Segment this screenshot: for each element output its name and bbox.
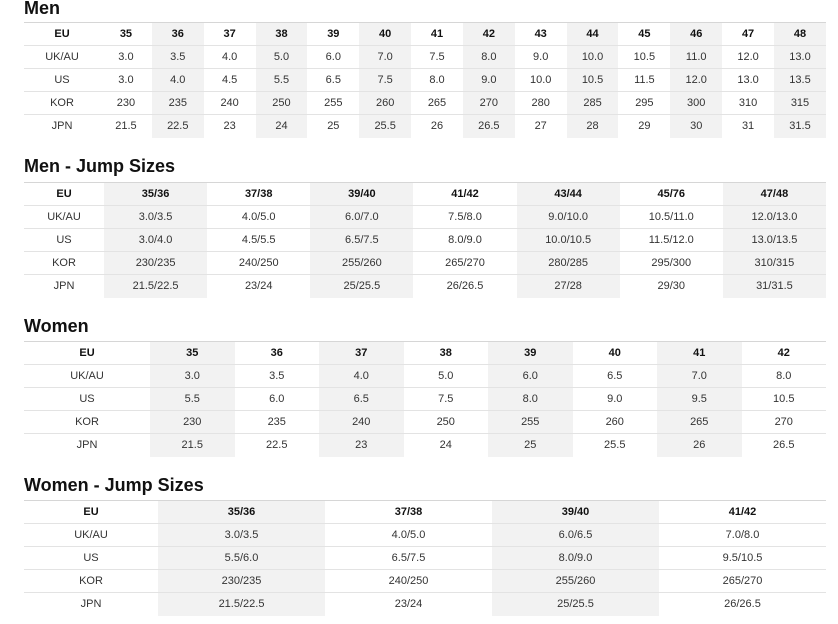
size-cell: 8.0 [463,46,515,69]
size-cell: 260 [359,92,411,115]
size-cell: 3.0/3.5 [158,524,325,547]
size-cell: 4.0/5.0 [325,524,492,547]
size-cell: 26 [411,115,463,138]
men-jump-size-table [24,182,826,298]
size-cell: 7.5 [359,69,411,92]
size-cell: 230 [150,411,235,434]
size-cell: 28 [567,115,619,138]
table-row [24,593,826,616]
size-cell: 9.0 [515,46,567,69]
size-cell: 10.0 [515,69,567,92]
size-cell: 8.0 [488,388,573,411]
eu-size-header: 39/40 [310,183,413,206]
size-cell: 240/250 [325,570,492,593]
size-cell: 4.0 [204,46,256,69]
size-cell: 295 [618,92,670,115]
size-cell: 26.5 [742,434,827,457]
men-jump-section-title: Men - Jump Sizes [24,156,176,176]
size-cell: 280/285 [517,252,620,275]
size-cell: 5.5 [150,388,235,411]
table-row [24,547,826,570]
eu-size-header: 39 [488,342,573,365]
size-cell: 4.0 [319,365,404,388]
size-cell: 230 [100,92,152,115]
table-row [24,524,826,547]
eu-size-header: 41 [657,342,742,365]
size-cell: 6.0/7.0 [310,206,413,229]
header-label-eu: EU [24,342,150,365]
size-cell: 13.0 [722,69,774,92]
row-label: US [24,547,158,570]
size-cell: 25/25.5 [492,593,659,616]
eu-size-header: 43/44 [517,183,620,206]
size-cell: 23 [204,115,256,138]
size-cell: 10.0/10.5 [517,229,620,252]
size-cell: 6.5 [319,388,404,411]
size-cell: 9.0 [463,69,515,92]
header-row [24,183,826,206]
eu-size-header: 38 [404,342,489,365]
size-cell: 3.0/4.0 [104,229,207,252]
eu-size-header: 47/48 [723,183,826,206]
size-cell: 3.0 [100,46,152,69]
header-row [24,501,826,524]
size-cell: 315 [774,92,826,115]
row-label: US [24,388,150,411]
size-cell: 25 [307,115,359,138]
size-cell: 235 [152,92,204,115]
eu-size-header: 44 [567,23,619,46]
size-cell: 13.0/13.5 [723,229,826,252]
row-label: JPN [24,115,100,138]
size-cell: 8.0/9.0 [492,547,659,570]
row-label: US [24,229,104,252]
size-cell: 5.5 [256,69,308,92]
size-cell: 6.0 [307,46,359,69]
size-cell: 4.0/5.0 [207,206,310,229]
size-cell: 5.0 [404,365,489,388]
table-row [24,92,826,115]
women-jump-section-title: Women - Jump Sizes [24,475,204,495]
size-cell: 8.0 [742,365,827,388]
eu-size-header: 35/36 [158,501,325,524]
size-cell: 26 [657,434,742,457]
size-cell: 295/300 [620,252,723,275]
size-cell: 265 [657,411,742,434]
size-cell: 31/31.5 [723,275,826,298]
row-label: JPN [24,593,158,616]
size-cell: 6.5 [307,69,359,92]
size-cell: 24 [256,115,308,138]
table-row [24,115,826,138]
eu-size-header: 39 [307,23,359,46]
size-cell: 9.5/10.5 [659,547,826,570]
row-label: JPN [24,275,104,298]
size-cell: 240 [319,411,404,434]
size-cell: 4.0 [152,69,204,92]
eu-size-header: 43 [515,23,567,46]
size-cell: 13.0 [774,46,826,69]
table-row [24,570,826,593]
women-jump-size-table [24,500,826,616]
eu-size-header: 41 [411,23,463,46]
size-cell: 26.5 [463,115,515,138]
eu-size-header: 37/38 [207,183,310,206]
size-cell: 23/24 [325,593,492,616]
row-label: KOR [24,92,100,115]
size-cell: 27 [515,115,567,138]
size-cell: 6.0 [235,388,320,411]
size-cell: 26/26.5 [659,593,826,616]
header-label-eu: EU [24,183,104,206]
size-cell: 25/25.5 [310,275,413,298]
eu-size-header: 35 [100,23,152,46]
size-cell: 4.5/5.5 [207,229,310,252]
size-cell: 7.5 [404,388,489,411]
size-cell: 25 [488,434,573,457]
size-cell: 10.5/11.0 [620,206,723,229]
men-size-table [24,22,826,138]
eu-size-header: 47 [722,23,774,46]
size-cell: 29 [618,115,670,138]
size-cell: 7.5/8.0 [413,206,516,229]
size-cell: 7.0 [657,365,742,388]
size-cell: 6.0/6.5 [492,524,659,547]
size-cell: 21.5 [100,115,152,138]
size-cell: 11.5 [618,69,670,92]
eu-size-header: 40 [359,23,411,46]
size-cell: 10.5 [618,46,670,69]
size-cell: 13.5 [774,69,826,92]
eu-size-header: 35 [150,342,235,365]
size-cell: 4.5 [204,69,256,92]
eu-size-header: 36 [235,342,320,365]
table-row [24,434,826,457]
row-label: KOR [24,411,150,434]
size-cell: 12.0 [722,46,774,69]
size-cell: 8.0/9.0 [413,229,516,252]
eu-size-header: 37 [204,23,256,46]
table-row [24,388,826,411]
size-cell: 230/235 [158,570,325,593]
size-cell: 5.5/6.0 [158,547,325,570]
size-cell: 265/270 [659,570,826,593]
size-cell: 26/26.5 [413,275,516,298]
size-cell: 7.5 [411,46,463,69]
eu-size-header: 48 [774,23,826,46]
size-cell: 27/28 [517,275,620,298]
size-cell: 300 [670,92,722,115]
size-cell: 8.0 [411,69,463,92]
eu-size-header: 39/40 [492,501,659,524]
size-cell: 270 [463,92,515,115]
header-row [24,23,826,46]
size-cell: 23 [319,434,404,457]
size-cell: 29/30 [620,275,723,298]
size-cell: 22.5 [235,434,320,457]
table-row [24,206,826,229]
size-cell: 255/260 [492,570,659,593]
header-row [24,342,826,365]
size-cell: 6.5/7.5 [325,547,492,570]
size-cell: 7.0 [359,46,411,69]
size-cell: 21.5/22.5 [104,275,207,298]
women-size-table [24,341,826,457]
eu-size-header: 37 [319,342,404,365]
table-row [24,229,826,252]
row-label: KOR [24,570,158,593]
eu-size-header: 45 [618,23,670,46]
size-cell: 22.5 [152,115,204,138]
size-cell: 3.0/3.5 [104,206,207,229]
size-cell: 11.5/12.0 [620,229,723,252]
size-cell: 310 [722,92,774,115]
table-row [24,411,826,434]
table-row [24,252,826,275]
size-cell: 10.0 [567,46,619,69]
size-cell: 7.0/8.0 [659,524,826,547]
eu-size-header: 38 [256,23,308,46]
row-label: US [24,69,100,92]
size-cell: 31.5 [774,115,826,138]
row-label: UK/AU [24,46,100,69]
size-cell: 230/235 [104,252,207,275]
eu-size-header: 35/36 [104,183,207,206]
size-cell: 270 [742,411,827,434]
row-label: UK/AU [24,206,104,229]
size-cell: 240/250 [207,252,310,275]
header-label-eu: EU [24,23,100,46]
size-cell: 9.5 [657,388,742,411]
size-cell: 10.5 [567,69,619,92]
size-cell: 235 [235,411,320,434]
size-cell: 6.0 [488,365,573,388]
size-cell: 285 [567,92,619,115]
size-cell: 255 [488,411,573,434]
size-cell: 30 [670,115,722,138]
row-label: UK/AU [24,365,150,388]
row-label: JPN [24,434,150,457]
eu-size-header: 37/38 [325,501,492,524]
eu-size-header: 46 [670,23,722,46]
table-row [24,46,826,69]
size-cell: 10.5 [742,388,827,411]
eu-size-header: 42 [463,23,515,46]
size-cell: 12.0 [670,69,722,92]
size-cell: 12.0/13.0 [723,206,826,229]
eu-size-header: 42 [742,342,827,365]
size-cell: 3.0 [150,365,235,388]
size-cell: 6.5 [573,365,658,388]
size-cell: 31 [722,115,774,138]
header-label-eu: EU [24,501,158,524]
size-cell: 24 [404,434,489,457]
size-cell: 280 [515,92,567,115]
size-cell: 25.5 [359,115,411,138]
eu-size-header: 36 [152,23,204,46]
size-cell: 3.5 [235,365,320,388]
size-cell: 21.5 [150,434,235,457]
eu-size-header: 41/42 [659,501,826,524]
eu-size-header: 45/76 [620,183,723,206]
size-cell: 21.5/22.5 [158,593,325,616]
size-cell: 3.0 [100,69,152,92]
eu-size-header: 40 [573,342,658,365]
row-label: UK/AU [24,524,158,547]
size-cell: 9.0 [573,388,658,411]
table-row [24,69,826,92]
size-cell: 260 [573,411,658,434]
size-cell: 240 [204,92,256,115]
women-section-title: Women [24,316,89,336]
table-row [24,275,826,298]
size-cell: 255/260 [310,252,413,275]
size-cell: 9.0/10.0 [517,206,620,229]
table-row [24,365,826,388]
size-cell: 3.5 [152,46,204,69]
size-cell: 310/315 [723,252,826,275]
size-cell: 5.0 [256,46,308,69]
size-cell: 11.0 [670,46,722,69]
size-cell: 23/24 [207,275,310,298]
size-cell: 265/270 [413,252,516,275]
row-label: KOR [24,252,104,275]
eu-size-header: 41/42 [413,183,516,206]
size-cell: 25.5 [573,434,658,457]
men-section-title: Men [24,0,60,18]
size-cell: 255 [307,92,359,115]
size-cell: 265 [411,92,463,115]
size-cell: 250 [404,411,489,434]
size-cell: 250 [256,92,308,115]
size-cell: 6.5/7.5 [310,229,413,252]
